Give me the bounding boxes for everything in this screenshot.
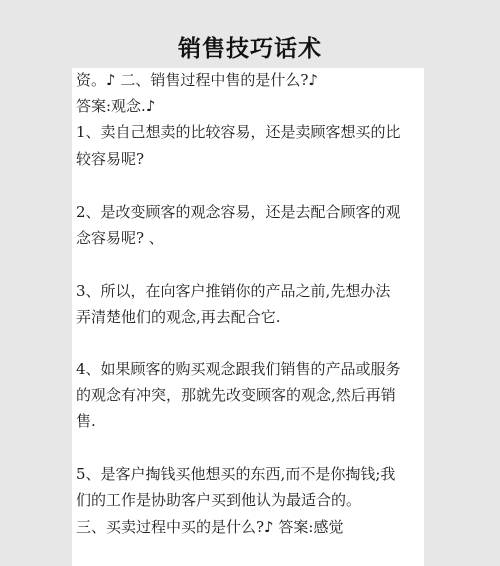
text-line: 资。♪ 二、销售过程中售的是什么?♪ — [76, 71, 318, 89]
text-line: 三、买卖过程中买的是什么?♪ 答案:感觉 — [76, 518, 344, 536]
text-line: 较容易呢? — [76, 150, 145, 168]
text-line: 答案:观念.♪ — [76, 97, 156, 115]
text-line: 1、卖自己想卖的比较容易，还是卖顾客想买的比 — [76, 123, 401, 141]
text-line: 弄清楚他们的观念,再去配合它. — [76, 308, 281, 326]
text-line: 们的工作是协助客户买到他认为最适合的。 — [76, 491, 362, 509]
text-line: 3、所以，在向客户推销你的产品之前,先想办法 — [76, 282, 391, 300]
text-line: 2、是改变顾客的观念容易，还是去配合顾客的观 — [76, 203, 401, 221]
text-line: 5、是客户掏钱买他想买的东西,而不是你掏钱;我 — [76, 465, 396, 483]
text-line: 售. — [76, 412, 96, 430]
page-title: 销售技巧话术 — [178, 35, 322, 62]
text-line: 4、如果顾客的购买观念跟我们销售的产品或服务 — [76, 360, 401, 378]
text-line: 念容易呢? 、 — [76, 229, 164, 247]
text-line: 的观念有冲突，那就先改变顾客的观念,然后再销 — [76, 386, 396, 404]
